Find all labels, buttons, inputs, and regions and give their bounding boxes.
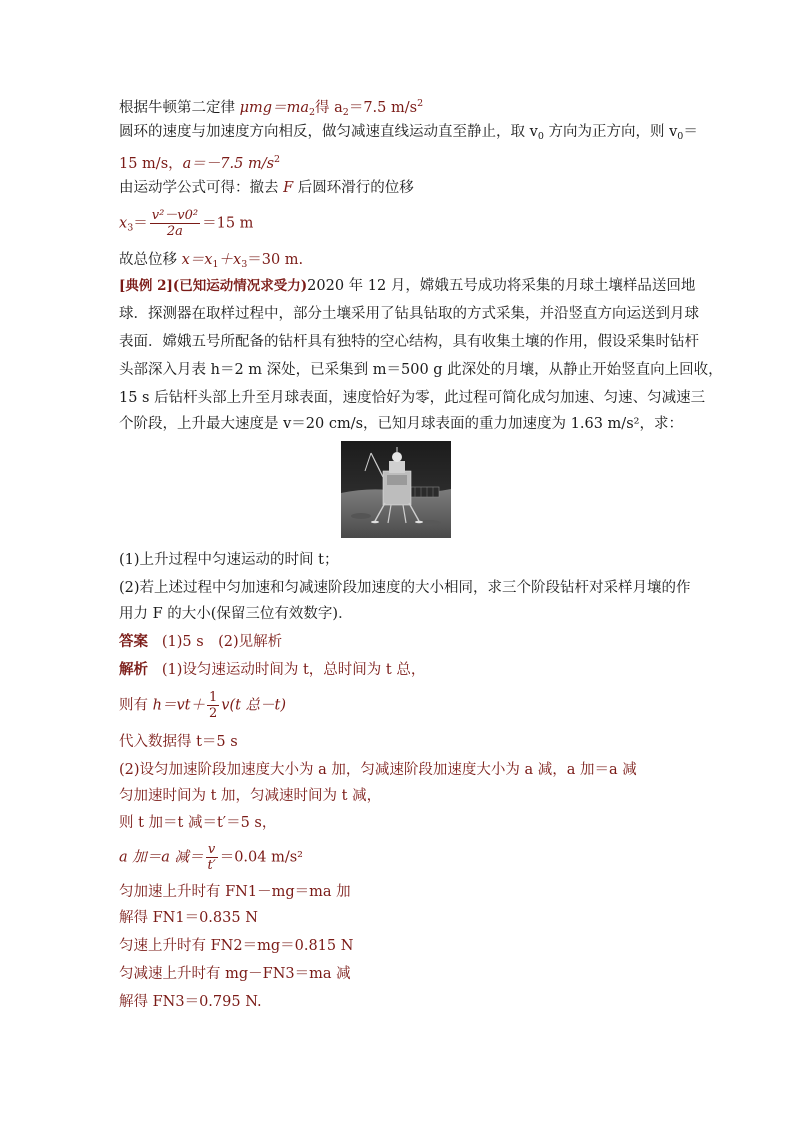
- solution-line-8: 匀加速上升时有 FN1－mg＝ma 加: [119, 884, 351, 900]
- solution-line-3: 代入数据得 t＝5 s: [119, 734, 238, 750]
- answer-line: 答案 (1)5 s (2)见解析: [119, 633, 283, 650]
- solution-line-9: 解得 FN1＝0.835 N: [119, 910, 258, 926]
- lunar-lander-illustration: [341, 441, 451, 538]
- half-fraction: $\frac{1}{2}$: [208, 690, 218, 721]
- question-1: (1)上升过程中匀速运动的时间 t；: [119, 552, 339, 568]
- example-paragraph-line: 15 s 后钻杆头部上升至月球表面，速度恰好为零，此过程可简化成匀加速、匀速、匀减速三: [119, 390, 706, 406]
- example-tag: [典例 2](已知运动情况求受力): [119, 278, 308, 294]
- solution-line-6: 则 t 加＝t 减＝t′＝5 s，: [119, 815, 277, 831]
- initial-velocity-line: 15 m/s，a＝－7.5 $m/s^2$: [119, 154, 281, 172]
- example-paragraph-line: 头部深入月表 h＝2 m 深处，已采集到 m＝500 g 此深处的月壤，从静止开始竖直向上回收，: [119, 362, 723, 378]
- solution-line-1: 解析 (1)设匀速运动时间为 t，总时间为 t 总，: [119, 661, 426, 678]
- solution-line-10: 匀速上升时有 FN2＝mg＝0.815 N: [119, 938, 354, 954]
- solution-line-12: 解得 FN3＝0.795 N.: [119, 994, 262, 1010]
- kinematics-line: 由运动学公式可得：撤去 F 后圆环滑行的位移: [119, 180, 414, 196]
- solution-acceleration: a 加＝a 减＝ $\frac{v}{t'}$ ＝0.04 m/s²: [119, 842, 303, 873]
- displacement-fraction: $\frac{\text{v²－v0²}}{2a}$: [151, 208, 199, 239]
- question-2-line-2: 用力 F 的大小(保留三位有效数字)．: [119, 606, 353, 622]
- total-displacement-line: 故总位移 $x=x_1+x_3=30$ m.: [119, 252, 304, 270]
- example-header: [典例 2](已知运动情况求受力)2020 年 12 月，嫦娥五号成功将采集的月球土壤样品送回地: [119, 278, 696, 294]
- answer-label: 答案: [119, 633, 148, 650]
- solution-line-5: 匀加速时间为 t 加，匀减速时间为 t 减，: [119, 788, 382, 804]
- displacement-formula: $x_3=$ $\frac{\text{v²－v0²}}{2a}$ ＝15 m: [119, 208, 254, 239]
- lunar-lander-photo: [341, 441, 451, 538]
- solution-line-11: 匀减速上升时有 mg－FN3＝ma 减: [119, 966, 351, 982]
- example-paragraph-line: 表面．嫦娥五号所配备的钻杆具有独特的空心结构，具有收集土壤的作用，假设采集时钻杆: [119, 334, 699, 350]
- question-2-line-1: (2)若上述过程中匀加速和匀减速阶段加速度的大小相同，求三个阶段钻杆对采样月壤的作: [119, 580, 691, 596]
- solution-line-4: (2)设匀加速阶段加速度大小为 a 加，匀减速阶段加速度大小为 a 减，a 加＝a 减: [119, 762, 637, 778]
- velocity-time-fraction: $\frac{v}{t'}$: [207, 842, 216, 873]
- example-paragraph-line: 球．探测器在取样过程中，部分土壤采用了钻具钻取的方式采集，并沿竖直方向运送到月球: [119, 306, 699, 322]
- ring-motion-line: 圆环的速度与加速度方向相反，做匀减速直线运动直至静止，取 $v_0$ 方向为正方向，则 $v_0=$: [119, 124, 698, 142]
- newton-second-law-line: 根据牛顿第二定律 $\mu mg=ma_2$得 $a_2=7.5$ $m/s^2$: [119, 98, 424, 118]
- solution-label: 解析: [119, 661, 148, 678]
- example-paragraph-line: 个阶段，上升最大速度是 v＝20 cm/s，已知月球表面的重力加速度为 1.63 m/s²，求：: [119, 416, 683, 432]
- solution-equation-h: 则有 h＝vt＋ $\frac{1}{2}$ v(t 总－t): [119, 690, 287, 721]
